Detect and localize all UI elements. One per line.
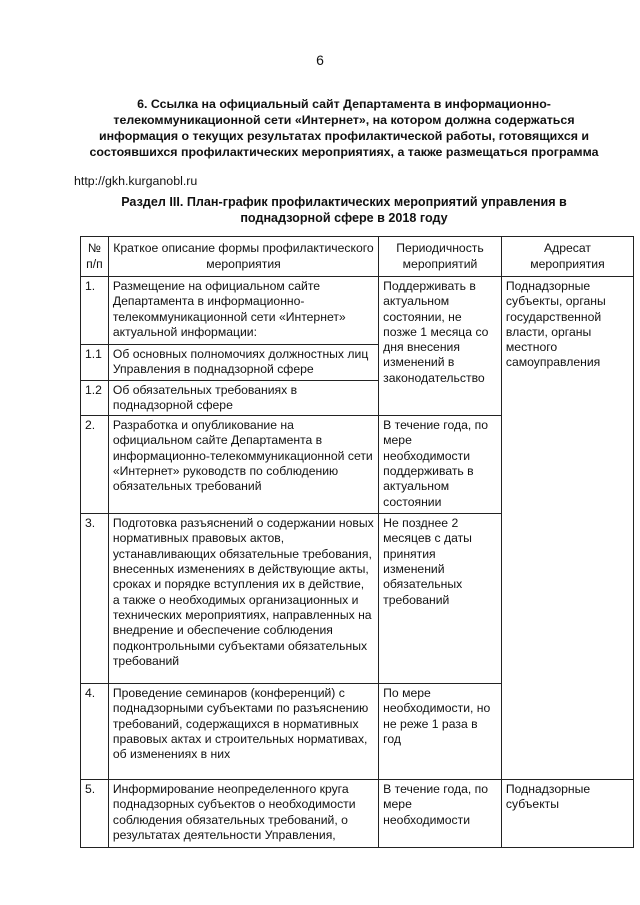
row-addressee: Поднадзорные субъекты bbox=[501, 780, 633, 848]
plan-schedule-table bbox=[80, 236, 634, 848]
section-3-title: Раздел III. План-график профилактических мероприятий управления в поднадзорной сфере в 2018 году bbox=[121, 195, 567, 225]
header-description: Краткое описание формы профилактического мероприятия bbox=[108, 237, 378, 277]
row-num: 3. bbox=[81, 514, 109, 684]
row-periodicity: Поддерживать в актуальном состоянии, не позже 1 месяца со дня внесения изменений в законодательство bbox=[379, 277, 502, 416]
table-row bbox=[81, 780, 634, 848]
row-description: Разработка и опубликование на официальном сайте Департамента в информационно-телекоммуникационной сети «Интернет» руководств по соблюдению обязательных требований bbox=[108, 416, 378, 514]
row-num: 5. bbox=[81, 780, 109, 848]
header-periodicity: Периодичность мероприятий bbox=[379, 237, 502, 277]
page-number: 6 bbox=[316, 52, 324, 68]
header-addressee: Адресат мероприятия bbox=[501, 237, 633, 277]
table-row bbox=[81, 277, 634, 345]
row-description: Размещение на официальном сайте Департамента в информационно-телекоммуникационной сети «Интернет» актуальной информации: bbox=[108, 277, 378, 345]
row-num: 1.1 bbox=[81, 345, 109, 381]
row-num: 2. bbox=[81, 416, 109, 514]
row-periodicity: В течение года, по мере необходимости bbox=[379, 780, 502, 848]
row-num: 1. bbox=[81, 277, 109, 345]
row-description: Информирование неопределенного круга поднадзорных субъектов о необходимости соблюдения обязательных требований, о результатах деятельности Управления, bbox=[108, 780, 378, 848]
row-addressee: Поднадзорные субъекты, органы государственной власти, органы местного самоуправления bbox=[501, 277, 633, 780]
row-num: 4. bbox=[81, 684, 109, 780]
table-header-row bbox=[81, 237, 634, 277]
header-num: № п/п bbox=[81, 237, 109, 277]
row-periodicity: Не позднее 2 месяцев с даты принятия изменений обязательных требований bbox=[379, 514, 502, 684]
section-6-heading: 6. Ссылка на официальный сайт Департамента в информационно-телекоммуникационной сети «Интернет», на котором должна содержаться информация о текущих результатах профилактической работы, готовящихся и состоявшихся профилактических мероприятиях, а также размещаться программа bbox=[89, 97, 599, 159]
row-description: Об обязательных требованиях в поднадзорной сфере bbox=[108, 380, 378, 416]
row-description: Об основных полномочиях должностных лиц Управления в поднадзорной сфере bbox=[108, 345, 378, 381]
row-num: 1.2 bbox=[81, 380, 109, 416]
row-description: Подготовка разъяснений о содержании новых нормативных правовых актов, устанавливающих обязательные требования, внесенных изменениях в действующие акты, сроках и порядке вступления их в действие, а также о необходимых организационных и технических мероприятиях, направленных на внедрение и обеспечение соблюдения подконтрольными субъектами обязательных требований bbox=[108, 514, 378, 684]
row-periodicity: В течение года, по мере необходимости поддерживать в актуальном состоянии bbox=[379, 416, 502, 514]
row-periodicity: По мере необходимости, но не реже 1 раза в год bbox=[379, 684, 502, 780]
row-description: Проведение семинаров (конференций) с поднадзорными субъектами по разъяснению требований, содержащихся в нормативных правовых актах и строительных нормативах, об изменениях в них bbox=[108, 684, 378, 780]
site-url[interactable]: http://gkh.kurganobl.ru bbox=[74, 174, 198, 188]
